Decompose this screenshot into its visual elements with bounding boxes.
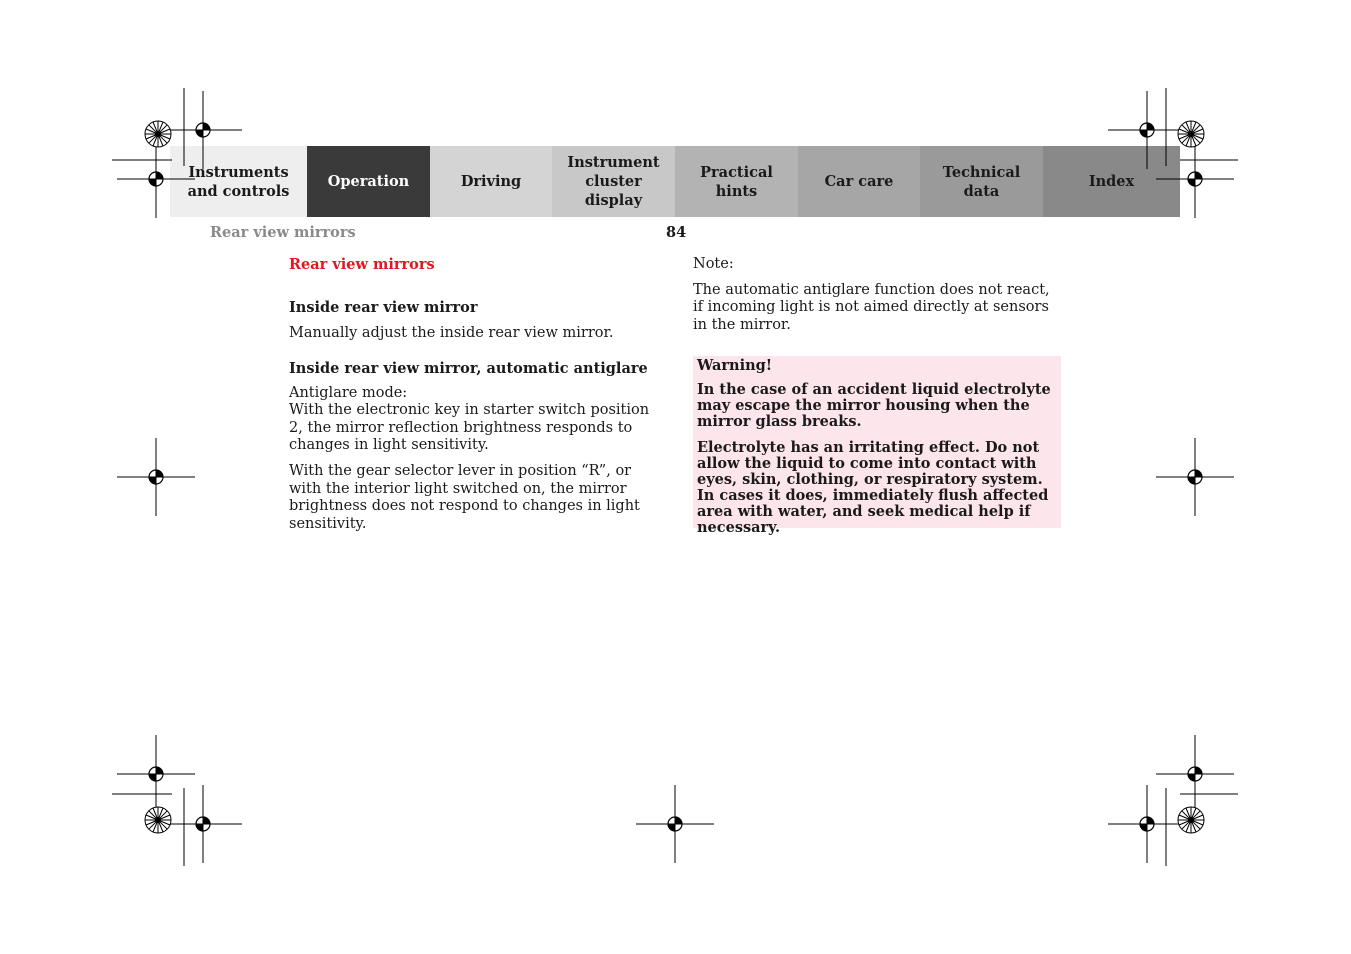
tab-car-care[interactable]: Car care: [798, 146, 920, 217]
crop-mark-top-right: [1108, 88, 1238, 218]
tab-operation[interactable]: Operation: [307, 146, 430, 217]
warning-paragraph-2: Electrolyte has an irritating effect. Do not allow the liquid to come into contact with eyes, skin, clothing, or respiratory system. In cases it does, immediately flush affected area with water, and seek medical help if necessary.: [697, 439, 1049, 536]
warning-title: Warning!: [697, 357, 773, 374]
paragraph-gear-selector: With the gear selector lever in position “R”, or with the interior light switched on, the mirror brightness does not respond to changes in light sensitivity.: [289, 462, 640, 532]
page-number: 84: [666, 224, 687, 241]
tab-instrument-cluster-display[interactable]: Instrument cluster display: [552, 146, 675, 217]
warning-paragraph-1: In the case of an accident liquid electrolyte may escape the mirror housing when the mirror glass breaks.: [697, 381, 1051, 430]
tab-practical-hints[interactable]: Practical hints: [675, 146, 798, 217]
crop-mark-bottom-center: [636, 785, 714, 863]
heading-automatic-antiglare: Inside rear view mirror, automatic antiglare: [289, 359, 648, 377]
tab-instruments-and-controls[interactable]: Instruments and controls: [170, 146, 307, 217]
antiglare-mode-label: Antiglare mode:: [289, 384, 408, 401]
tab-index[interactable]: Index: [1043, 146, 1180, 217]
paragraph-manual-adjust: Manually adjust the inside rear view mirror.: [289, 325, 614, 341]
paragraph-antiglare-mode: With the electronic key in starter switch position 2, the mirror reflection brightness responds to changes in light sensitivity.: [289, 402, 650, 454]
note-label: Note:: [693, 256, 734, 272]
page-title: Rear view mirrors: [289, 256, 435, 273]
tab-technical-data[interactable]: Technical data: [920, 146, 1043, 217]
heading-inside-mirror: Inside rear view mirror: [289, 299, 478, 316]
crop-mark-middle-right: [1156, 438, 1234, 516]
crop-mark-bottom-left: [112, 735, 242, 866]
crop-mark-bottom-right: [1108, 735, 1238, 866]
crop-mark-top-left: [112, 88, 242, 218]
tab-driving[interactable]: Driving: [430, 146, 552, 217]
crop-mark-middle-left: [117, 438, 195, 516]
section-header: Rear view mirrors: [210, 224, 356, 241]
note-text: The automatic antiglare function does not react, if incoming light is not aimed directly at sensors in the mirror.: [693, 281, 1050, 333]
